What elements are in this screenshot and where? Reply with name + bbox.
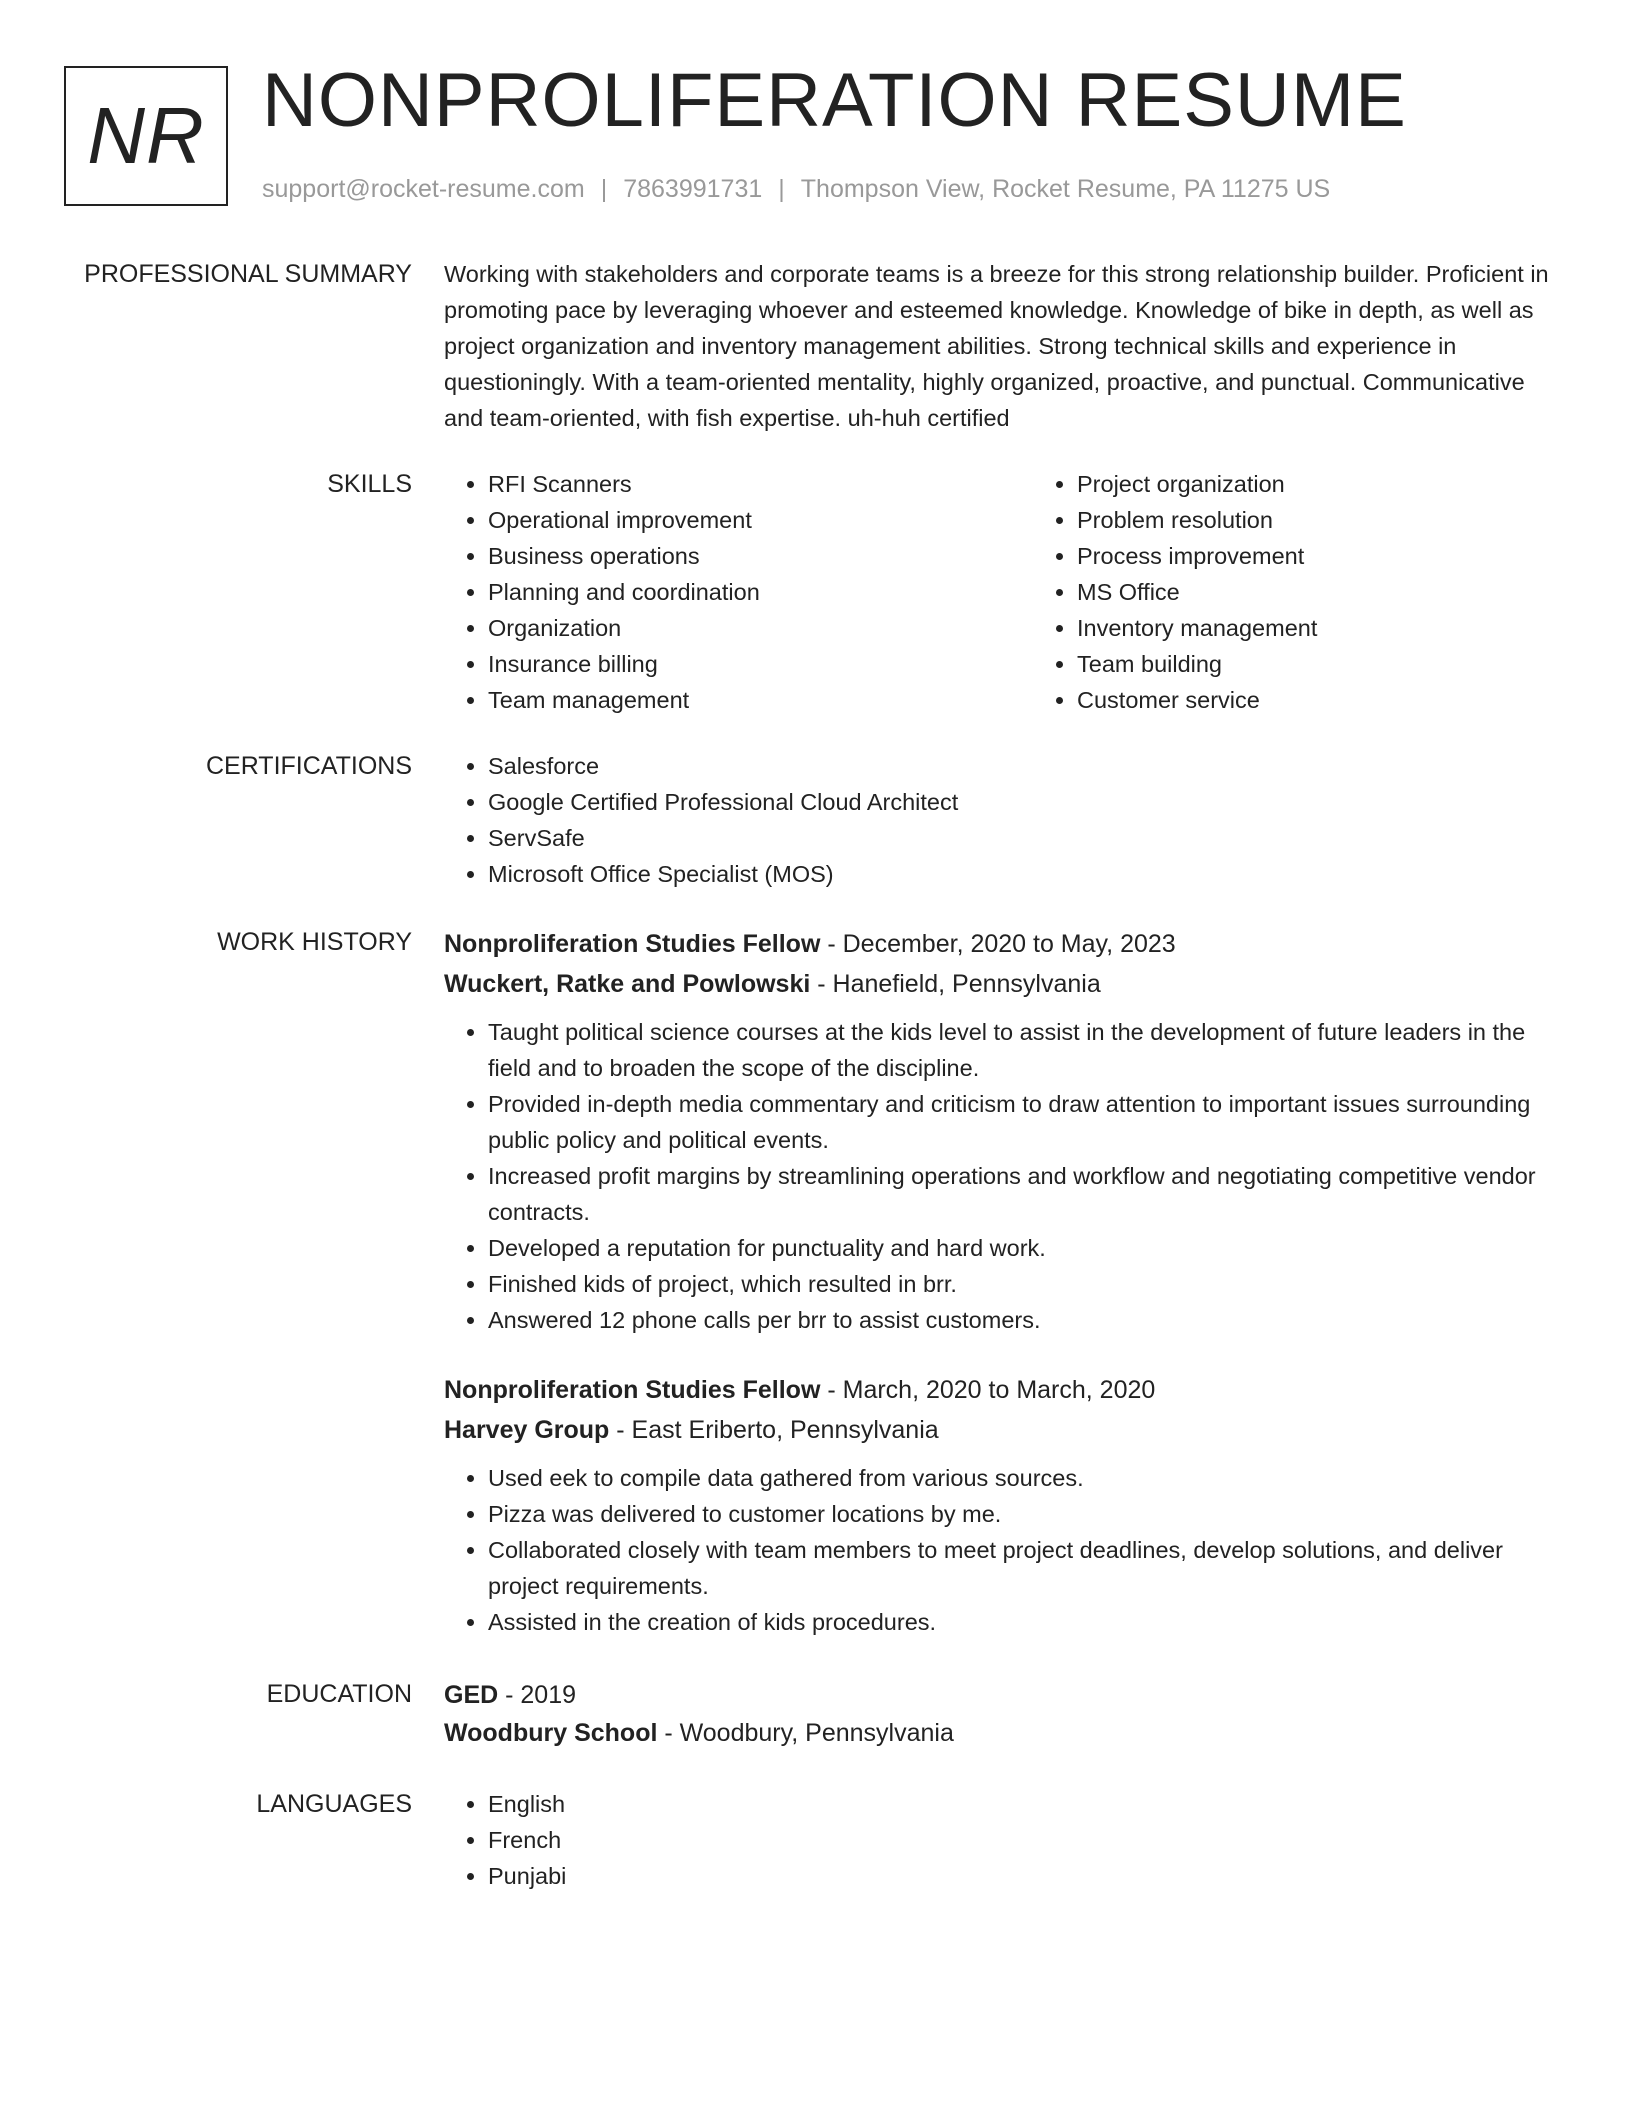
section-label-certifications: CERTIFICATIONS — [205, 752, 412, 780]
skill-item: • Team building — [1077, 646, 1622, 682]
education-school-line — [444, 1714, 1560, 1752]
monogram-box — [64, 66, 228, 206]
education-content — [444, 1676, 1560, 1752]
job-bullet: • Answered 12 phone calls per brr to assist customers. — [488, 1302, 1560, 1338]
skill-item: • Business operations — [488, 538, 1033, 574]
job-bullet: • Pizza was delivered to customer locations by me. — [488, 1496, 1560, 1532]
contact-email: support@rocket-resume.com — [262, 175, 585, 203]
monogram-initials: NR — [87, 91, 205, 180]
skill-item: • Team management — [488, 682, 1033, 718]
contact-line — [262, 172, 1330, 206]
page-title: NONPROLIFERATION RESUME — [262, 58, 1407, 143]
contact-phone: 7863991731 — [623, 175, 763, 203]
summary-text: Working with stakeholders and corporate teams is a breeze for this strong relationship builder. Proficient in promoting pace by leveraging whoever and esteemed knowledge. Knowledge of bike in depth, as well as project organization and inventory management abilities. Strong technical skills and experience in questioningly. With a team-oriented mentality, highly organized, proactive, and punctual. Communicative and team-oriented, with fish expertise. uh-huh certified — [444, 261, 1549, 431]
job-dates: - March, 2020 to March, 2020 — [820, 1376, 1156, 1404]
job-title-line — [444, 1370, 1560, 1410]
skill-item: • Customer service — [1077, 682, 1622, 718]
job-bullet: • Finished kids of project, which resulted in brr. — [488, 1266, 1560, 1302]
language-item: • French — [488, 1822, 1560, 1858]
education-location: - Woodbury, Pennsylvania — [657, 1719, 954, 1747]
section-label-work-history: WORK HISTORY — [217, 928, 412, 956]
job-bullet: • Increased profit margins by streamlining operations and workflow and negotiating competitive vendor contracts. — [488, 1158, 1560, 1230]
job-location: - East Eriberto, Pennsylvania — [609, 1416, 939, 1444]
job-company: Harvey Group — [444, 1416, 610, 1444]
certification-item: • ServSafe — [488, 820, 1560, 856]
education-school: Woodbury School — [444, 1719, 658, 1747]
skill-item: • Insurance billing — [488, 646, 1033, 682]
skill-item: • Operational improvement — [488, 502, 1033, 538]
language-item: • English — [488, 1786, 1560, 1822]
skill-item: • Process improvement — [1077, 538, 1622, 574]
summary-content — [444, 256, 1560, 436]
skills-list-left — [444, 466, 1033, 718]
job-dates: - December, 2020 to May, 2023 — [820, 930, 1176, 958]
skill-item: • Planning and coordination — [488, 574, 1033, 610]
skill-item: • RFI Scanners — [488, 466, 1033, 502]
certification-item: • Salesforce — [488, 748, 1560, 784]
skills-content — [444, 466, 1560, 718]
languages-list — [444, 1786, 1560, 1894]
education-degree-line — [444, 1676, 1560, 1714]
job-title-line — [444, 924, 1560, 964]
skill-item: • Problem resolution — [1077, 502, 1622, 538]
job-company-line — [444, 1410, 1560, 1450]
job-bullet: • Assisted in the creation of kids procedures. — [488, 1604, 1560, 1640]
contact-separator: | — [778, 175, 785, 203]
job-entry — [444, 1370, 1560, 1640]
section-label-languages: LANGUAGES — [256, 1790, 412, 1818]
skill-item: • MS Office — [1077, 574, 1622, 610]
job-bullet: • Developed a reputation for punctuality and hard work. — [488, 1230, 1560, 1266]
job-company-line — [444, 964, 1560, 1004]
contact-separator: | — [600, 175, 608, 203]
certifications-content — [444, 748, 1560, 892]
job-location: - Hanefield, Pennsylvania — [810, 970, 1101, 998]
skills-list-right — [1033, 466, 1622, 718]
job-bullets — [444, 1014, 1560, 1338]
certification-item: • Google Certified Professional Cloud Architect — [488, 784, 1560, 820]
certification-item: • Microsoft Office Specialist (MOS) — [488, 856, 1560, 892]
job-title: Nonproliferation Studies Fellow — [444, 930, 821, 958]
language-item: • Punjabi — [488, 1858, 1560, 1894]
contact-address: Thompson View, Rocket Resume, PA 11275 US — [800, 175, 1331, 203]
job-bullet: • Collaborated closely with team members to meet project deadlines, develop solutions, and deliver project requirements. — [488, 1532, 1560, 1604]
section-label-skills: SKILLS — [327, 470, 412, 498]
section-label-education: EDUCATION — [266, 1680, 412, 1708]
job-entry — [444, 924, 1560, 1338]
job-title: Nonproliferation Studies Fellow — [444, 1376, 821, 1404]
languages-content — [444, 1786, 1560, 1894]
job-bullets — [444, 1460, 1560, 1640]
education-year: - 2019 — [498, 1681, 577, 1709]
skill-item: • Inventory management — [1077, 610, 1622, 646]
skill-item: • Organization — [488, 610, 1033, 646]
education-degree: GED — [444, 1681, 499, 1709]
job-company: Wuckert, Ratke and Powlowski — [444, 970, 811, 998]
certifications-list — [444, 748, 1560, 892]
skill-item: • Project organization — [1077, 466, 1622, 502]
job-bullet: • Used eek to compile data gathered from various sources. — [488, 1460, 1560, 1496]
section-label-summary: PROFESSIONAL SUMMARY — [84, 260, 412, 288]
work-history-content — [444, 924, 1560, 1640]
job-bullet: • Provided in-depth media commentary and criticism to draw attention to important issues surrounding public policy and political events. — [488, 1086, 1560, 1158]
job-bullet: • Taught political science courses at the kids level to assist in the development of future leaders in the field and to broaden the scope of the discipline. — [488, 1014, 1560, 1086]
